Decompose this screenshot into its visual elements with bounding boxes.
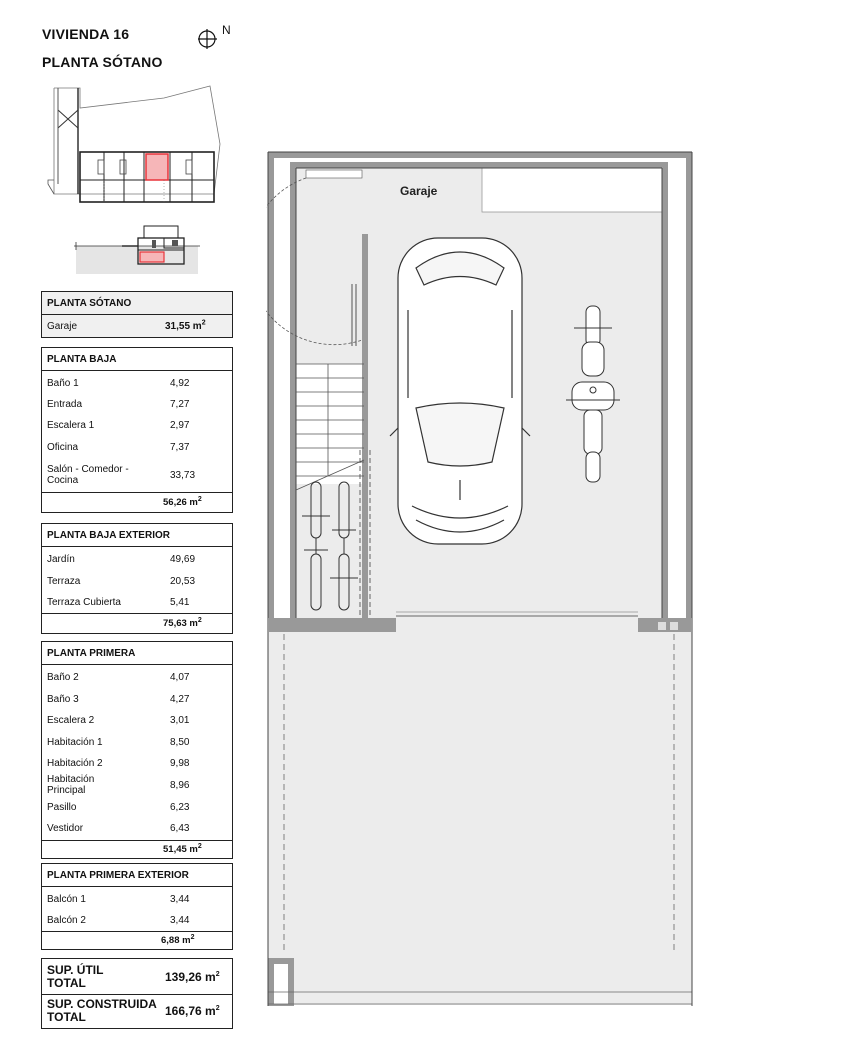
room-name: Baño 2 xyxy=(47,672,79,683)
room-area: 8,96 xyxy=(170,779,190,791)
table-row xyxy=(42,817,232,840)
summary-value: 139,26 $m^2$ xyxy=(165,969,220,984)
table-row xyxy=(42,592,232,613)
table-header: PLANTA PRIMERA xyxy=(42,642,232,665)
room-name: Pasillo xyxy=(47,801,77,813)
room-name: Habitación 2 xyxy=(47,757,103,769)
summary-value: 166,76 $m^2$ xyxy=(165,1003,220,1018)
room-area: 8,50 xyxy=(170,736,190,748)
table-planta-baja-exterior xyxy=(41,523,233,634)
table-total: 51,45 $m^2$ xyxy=(42,840,232,858)
table-header: PLANTA PRIMERA EXTERIOR xyxy=(42,864,232,887)
table-row xyxy=(42,436,232,458)
table-total: 6,88 $m^2$ xyxy=(42,931,232,949)
room-name: Habitación 1 xyxy=(47,736,103,748)
summary-label: SUP. ÚTIL TOTAL xyxy=(47,962,104,990)
table-row xyxy=(42,910,232,931)
floor-title: PLANTA SÓTANO xyxy=(42,54,163,70)
room-area: 49,69 xyxy=(170,554,196,565)
room-area: 4,92 xyxy=(170,378,190,389)
table-planta-baja xyxy=(41,347,233,513)
room-name: Jardín xyxy=(47,554,75,565)
table-row xyxy=(42,688,232,710)
room-area: 3,01 xyxy=(170,715,190,726)
room-area: 6,23 xyxy=(170,801,190,813)
table-row xyxy=(42,667,232,688)
room-area: 3,44 xyxy=(170,893,190,905)
table-total: 56,26 $m^2$ xyxy=(42,492,232,512)
car-icon xyxy=(390,238,530,544)
table-row xyxy=(42,773,232,797)
room-name: Habitación Principal xyxy=(47,774,95,796)
room-name: Entrada xyxy=(47,399,83,410)
summary-label: SUP. CONSTRUIDA TOTAL xyxy=(47,996,157,1024)
room-name: Escalera 2 xyxy=(47,715,95,726)
room-area: 9,98 xyxy=(170,757,190,769)
room-area: 4,07 xyxy=(170,672,190,683)
north-arrow-icon xyxy=(198,22,238,52)
dwelling-title: VIVIENDA 16 xyxy=(42,26,130,42)
north-label: N xyxy=(222,23,231,37)
table-row xyxy=(42,888,232,910)
room-name: Terraza Cubierta xyxy=(47,597,121,608)
room-area: 7,27 xyxy=(170,399,190,410)
table-row xyxy=(42,753,232,773)
table-row xyxy=(42,731,232,753)
table-row xyxy=(42,797,232,817)
room-area: 3,44 xyxy=(170,915,190,926)
building-section-icon xyxy=(72,218,202,276)
room-area: 20,53 xyxy=(170,575,196,587)
table-row xyxy=(42,458,232,492)
site-keyplan-icon xyxy=(44,84,244,204)
room-area: 33,73 xyxy=(170,469,196,481)
room-name: Baño 1 xyxy=(47,378,79,389)
summary-construida-total xyxy=(41,993,233,1029)
room-label-garaje: Garaje xyxy=(400,184,438,198)
summary-util-total xyxy=(41,958,233,995)
room-area: 7,37 xyxy=(170,441,190,453)
table-total: 75,63 $m^2$ xyxy=(42,613,232,633)
room-name: Terraza xyxy=(47,575,81,587)
room-area: 2,97 xyxy=(170,420,190,431)
garage-floor-plan xyxy=(266,150,694,1010)
table-header: PLANTA BAJA xyxy=(42,348,232,371)
table-header: PLANTA BAJA EXTERIOR xyxy=(42,524,232,547)
room-name: Escalera 1 xyxy=(47,420,95,431)
room-name: Garaje xyxy=(47,320,78,332)
table-row xyxy=(42,373,232,394)
table-planta-primera xyxy=(41,641,233,859)
table-row xyxy=(42,315,232,337)
table-header: PLANTA SÓTANO xyxy=(42,292,232,315)
room-name: Salón - Comedor - Cocina xyxy=(47,464,129,486)
table-row xyxy=(42,710,232,731)
room-name: Baño 3 xyxy=(47,693,79,705)
table-planta-primera-exterior xyxy=(41,863,233,950)
room-area: 6,43 xyxy=(170,823,190,834)
room-name: Oficina xyxy=(47,441,79,453)
room-area: 5,41 xyxy=(170,597,190,608)
room-name: Vestidor xyxy=(47,823,84,834)
room-name: Balcón 1 xyxy=(47,893,86,905)
table-row xyxy=(42,570,232,592)
table-row xyxy=(42,549,232,570)
table-row xyxy=(42,394,232,415)
room-area: 4,27 xyxy=(170,693,190,705)
table-row xyxy=(42,415,232,436)
table-planta-sotano xyxy=(41,291,233,338)
room-area: 31,55 $m^2$ xyxy=(165,319,206,332)
room-name: Balcón 2 xyxy=(47,915,86,926)
